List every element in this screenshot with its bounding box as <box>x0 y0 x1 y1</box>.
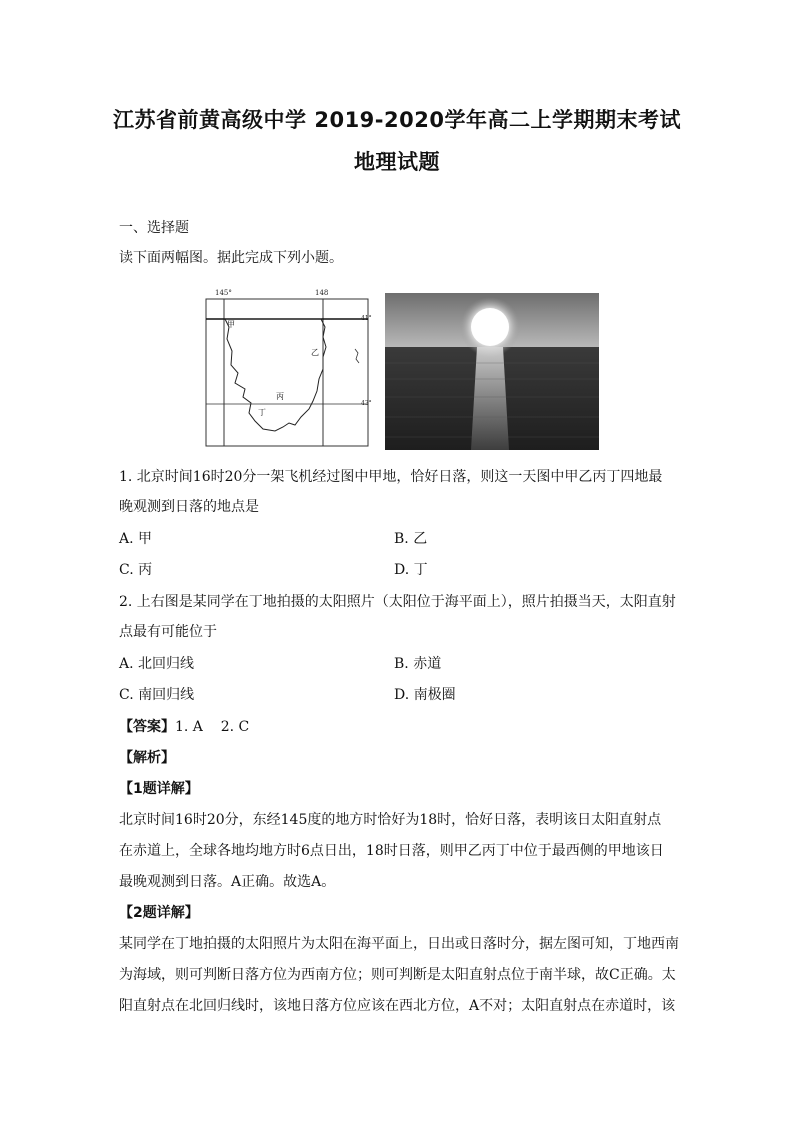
q1-detail-line: 最晚观测到日落。A正确。故选A。 <box>119 874 336 890</box>
place-ding: 丁 <box>258 408 266 417</box>
q2-option-d: D. 南极圈 <box>394 687 456 703</box>
sun-reflection <box>471 347 509 450</box>
place-bing: 丙 <box>276 392 284 401</box>
analysis-label: 【解析】 <box>119 750 175 766</box>
label-41: 41° <box>361 315 372 322</box>
q1-stem-line2: 晚观测到日落的地点是 <box>119 499 259 515</box>
q1-option-d: D. 丁 <box>394 562 428 578</box>
q2-stem-line1: 2. 上右图是某同学在丁地拍摄的太阳照片（太阳位于海平面上），照片拍摄当天，太阳直射 <box>119 594 676 610</box>
label-43: 43° <box>361 400 372 407</box>
answer-label: 【答案】 <box>119 719 175 735</box>
east-islet <box>355 349 359 363</box>
q2-detail-line: 某同学在丁地拍摄的太阳照片为太阳在海平面上，日出或日落时分，据左图可知，丁地西南 <box>119 936 679 952</box>
document-title: 江苏省前黄高级中学 2019-2020学年高二上学期期末考试 <box>113 108 681 132</box>
answer-line <box>119 718 679 736</box>
label-148: 148 <box>315 289 329 297</box>
q2-option-a: A. 北回归线 <box>119 656 195 672</box>
island-map-figure <box>205 287 370 447</box>
sunset-photo <box>385 293 599 450</box>
section-heading: 一、选择题 <box>119 220 189 236</box>
intro-text: 读下面两幅图。据此完成下列小题。 <box>119 250 343 266</box>
island-outline <box>225 319 326 431</box>
q2-option-b: B. 赤道 <box>394 656 442 672</box>
place-jia: 甲 <box>227 320 235 329</box>
q2-detail-line: 为海域，则可判断日落方位为西南方位；则可判断是太阳直射点位于南半球，故C正确。太 <box>119 967 676 983</box>
q1-detail-line: 北京时间16时20分，东经145度的地方时恰好为18时，恰好日落，表明该日太阳直射点 <box>119 812 662 828</box>
q2-detail-label: 【2题详解】 <box>119 905 199 921</box>
label-145: 145° <box>215 289 232 297</box>
place-yi: 乙 <box>311 348 319 357</box>
q1-option-b: B. 乙 <box>394 531 428 547</box>
q1-option-a: A. 甲 <box>119 531 153 547</box>
q2-detail-line: 阳直射点在北回归线时，该地日落方位应该在西北方位，A不对；太阳直射点在赤道时，该 <box>119 998 676 1014</box>
q2-stem-line2: 点最有可能位于 <box>119 624 217 640</box>
q1-detail-label: 【1题详解】 <box>119 781 199 797</box>
document-subtitle: 地理试题 <box>354 150 440 174</box>
answer-text: 1. A 2. C <box>175 719 250 735</box>
q1-detail-line: 在赤道上，全球各地均地方时6点日出，18时日落，则甲乙丙丁中位于最西侧的甲地该日 <box>119 843 664 859</box>
q2-option-c: C. 南回归线 <box>119 687 195 703</box>
q1-stem-line1: 1. 北京时间16时20分一架飞机经过图中甲地，恰好日落，则这一天图中甲乙丙丁四地最 <box>119 469 663 485</box>
q1-option-c: C. 丙 <box>119 562 153 578</box>
sun <box>471 308 509 346</box>
